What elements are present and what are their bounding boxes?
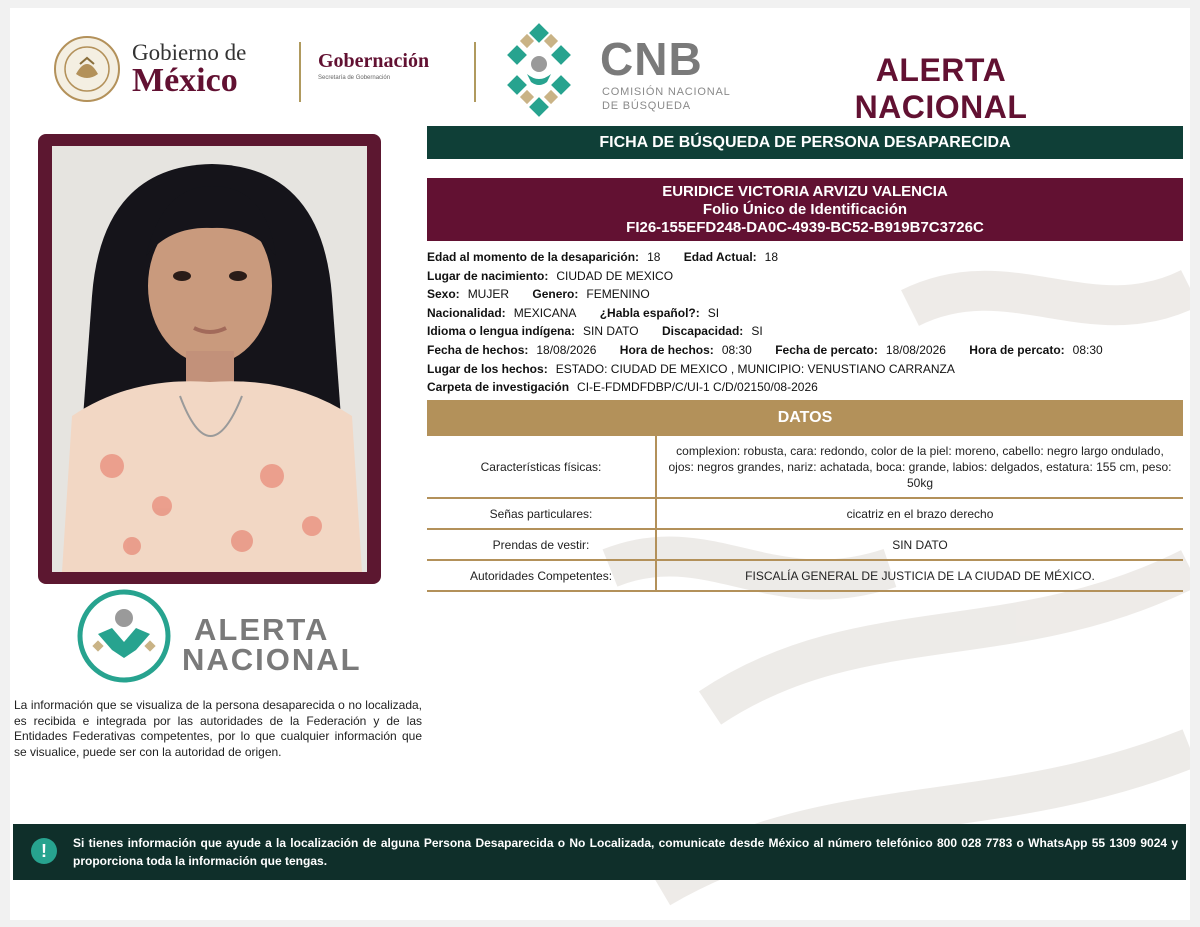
- edad-desap-label: Edad al momento de la desaparición:: [427, 250, 640, 264]
- datos-value: SIN DATO: [892, 537, 948, 552]
- hora-percato-value: 08:30: [1072, 342, 1103, 357]
- discapacidad-value: SI: [751, 324, 763, 339]
- footer-text: Si tienes información que ayude a la localización de alguna Persona Desaparecida o No Localizada, comunicate desde México al número telefónico 800 028 7783 o WhatsApp 55 1309 9024 y proporciona toda la información que tengas.: [73, 836, 1178, 868]
- gobernacion-subtitle: Secretaría de Gobernación: [318, 75, 391, 81]
- carpeta-value: CI-E-FDMDFDBP/C/UI-1 C/D/02150/08-2026: [577, 380, 818, 395]
- alerta-logo-line1: ALERTA: [194, 612, 330, 647]
- espanol-label: ¿Habla español?:: [599, 305, 700, 320]
- table-row: [427, 436, 1183, 498]
- cnb-title: CNB: [600, 33, 703, 85]
- table-row: [427, 498, 1183, 529]
- folio-value: FI26-155EFD248-DA0C-4939-BC52-B919B7C3726C: [626, 219, 984, 236]
- person-name: EURIDICE VICTORIA ARVIZU VALENCIA: [662, 183, 948, 200]
- datos-label: Características físicas:: [427, 436, 656, 498]
- gobernacion-title: Gobernación: [318, 50, 430, 72]
- datos-value: cicatriz en el brazo derecho: [846, 506, 994, 521]
- missing-person-photo: [52, 146, 367, 572]
- espanol-value: SI: [707, 305, 720, 320]
- gobierno-mexico-logo: [52, 34, 292, 104]
- nacionalidad-label: Nacionalidad:: [427, 305, 506, 320]
- info-row: [427, 304, 1187, 323]
- cnb-emblem-icon: [492, 22, 588, 118]
- datos-label: Prendas de vestir:: [427, 529, 656, 560]
- datos-title: DATOS: [427, 400, 1183, 436]
- datos-label: Señas particulares:: [427, 498, 656, 529]
- info-row: [427, 285, 1187, 304]
- nacionalidad-value: MEXICANA: [513, 305, 577, 320]
- datos-value: complexion: robusta, cara: redondo, color de la piel: moreno, cabello: negro largo ondulado, ojos: negros grandes, nariz: achatada, boca: grande, labios: delgados, estatura: 155 cm, peso: 50kg: [668, 443, 1172, 490]
- cnb-subtitle-1: COMISIÓN NACIONAL: [602, 86, 731, 98]
- ficha-title: FICHA DE BÚSQUEDA DE PERSONA DESAPARECIDA: [427, 126, 1183, 159]
- fecha-hechos-value: 18/08/2026: [536, 342, 597, 357]
- datos-table: [427, 436, 1183, 592]
- hora-hechos-value: 08:30: [721, 342, 752, 357]
- fecha-hechos-label: Fecha de hechos:: [427, 342, 529, 357]
- hora-percato-label: Hora de percato:: [969, 342, 1065, 357]
- genero-label: Genero:: [532, 287, 579, 302]
- person-header: [427, 178, 1183, 241]
- cnb-logo: [492, 22, 752, 118]
- contact-footer: [13, 824, 1186, 880]
- alerta-logo-line2: NACIONAL: [182, 642, 362, 677]
- table-row: [427, 560, 1183, 591]
- header-divider: [299, 42, 301, 102]
- info-row: [427, 322, 1187, 341]
- datos-label: Autoridades Competentes:: [427, 560, 656, 591]
- lugar-hechos-value: ESTADO: CIUDAD DE MEXICO , MUNICIPIO: VENUSTIANO CARRANZA: [555, 361, 955, 376]
- sexo-label: Sexo:: [427, 287, 460, 302]
- discapacidad-label: Discapacidad:: [661, 324, 744, 339]
- datos-value: FISCALÍA GENERAL DE JUSTICIA DE LA CIUDAD DE MÉXICO.: [745, 568, 1095, 583]
- idioma-value: SIN DATO: [583, 324, 639, 339]
- info-row: [427, 267, 1187, 286]
- edad-actual-label: Edad Actual:: [683, 250, 757, 264]
- alerta-emblem-icon: [76, 588, 172, 684]
- alert-page: [10, 8, 1190, 920]
- national-seal-icon: [52, 34, 122, 104]
- hora-hechos-label: Hora de hechos:: [619, 342, 714, 357]
- gobernacion-logo: [318, 50, 468, 90]
- gob-line2: México: [132, 62, 238, 99]
- lugar-hechos-label: Lugar de los hechos:: [427, 361, 548, 376]
- header-divider: [474, 42, 476, 102]
- sexo-value: MUJER: [467, 287, 510, 302]
- folio-label: Folio Único de Identificación: [702, 201, 908, 218]
- edad-desap-value: 18: [647, 250, 661, 264]
- cnb-subtitle-2: DE BÚSQUEDA: [602, 100, 691, 112]
- fecha-percato-value: 18/08/2026: [885, 342, 946, 357]
- nacimiento-value: CIUDAD DE MEXICO: [556, 268, 674, 283]
- genero-value: FEMENINO: [586, 287, 650, 302]
- gob-line1: Gobierno de: [132, 40, 247, 65]
- person-info: [427, 248, 1187, 397]
- nacimiento-label: Lugar de nacimiento:: [427, 268, 549, 283]
- info-row: [427, 248, 1187, 267]
- carpeta-label: Carpeta de investigación: [427, 380, 570, 395]
- disclaimer-text: La información que se visualiza de la persona desaparecida o no localizada, es recibida e integrada por las autoridades de la Federación y de las Entidades Federativas competentes, por lo que cualquier información que se visualice, puede ser con la autoridad de origen.: [14, 698, 422, 759]
- info-row: [427, 341, 1187, 360]
- alerta-nacional-title: ALERTA NACIONAL: [854, 52, 1028, 125]
- idioma-label: Idioma o lengua indígena:: [427, 324, 576, 339]
- info-row: [427, 360, 1187, 379]
- table-row: [427, 529, 1183, 560]
- edad-actual-value: 18: [764, 250, 779, 264]
- fecha-percato-label: Fecha de percato:: [775, 342, 878, 357]
- exclamation-icon: !: [31, 838, 57, 864]
- info-row: [427, 378, 1187, 397]
- photo-frame: [38, 134, 381, 584]
